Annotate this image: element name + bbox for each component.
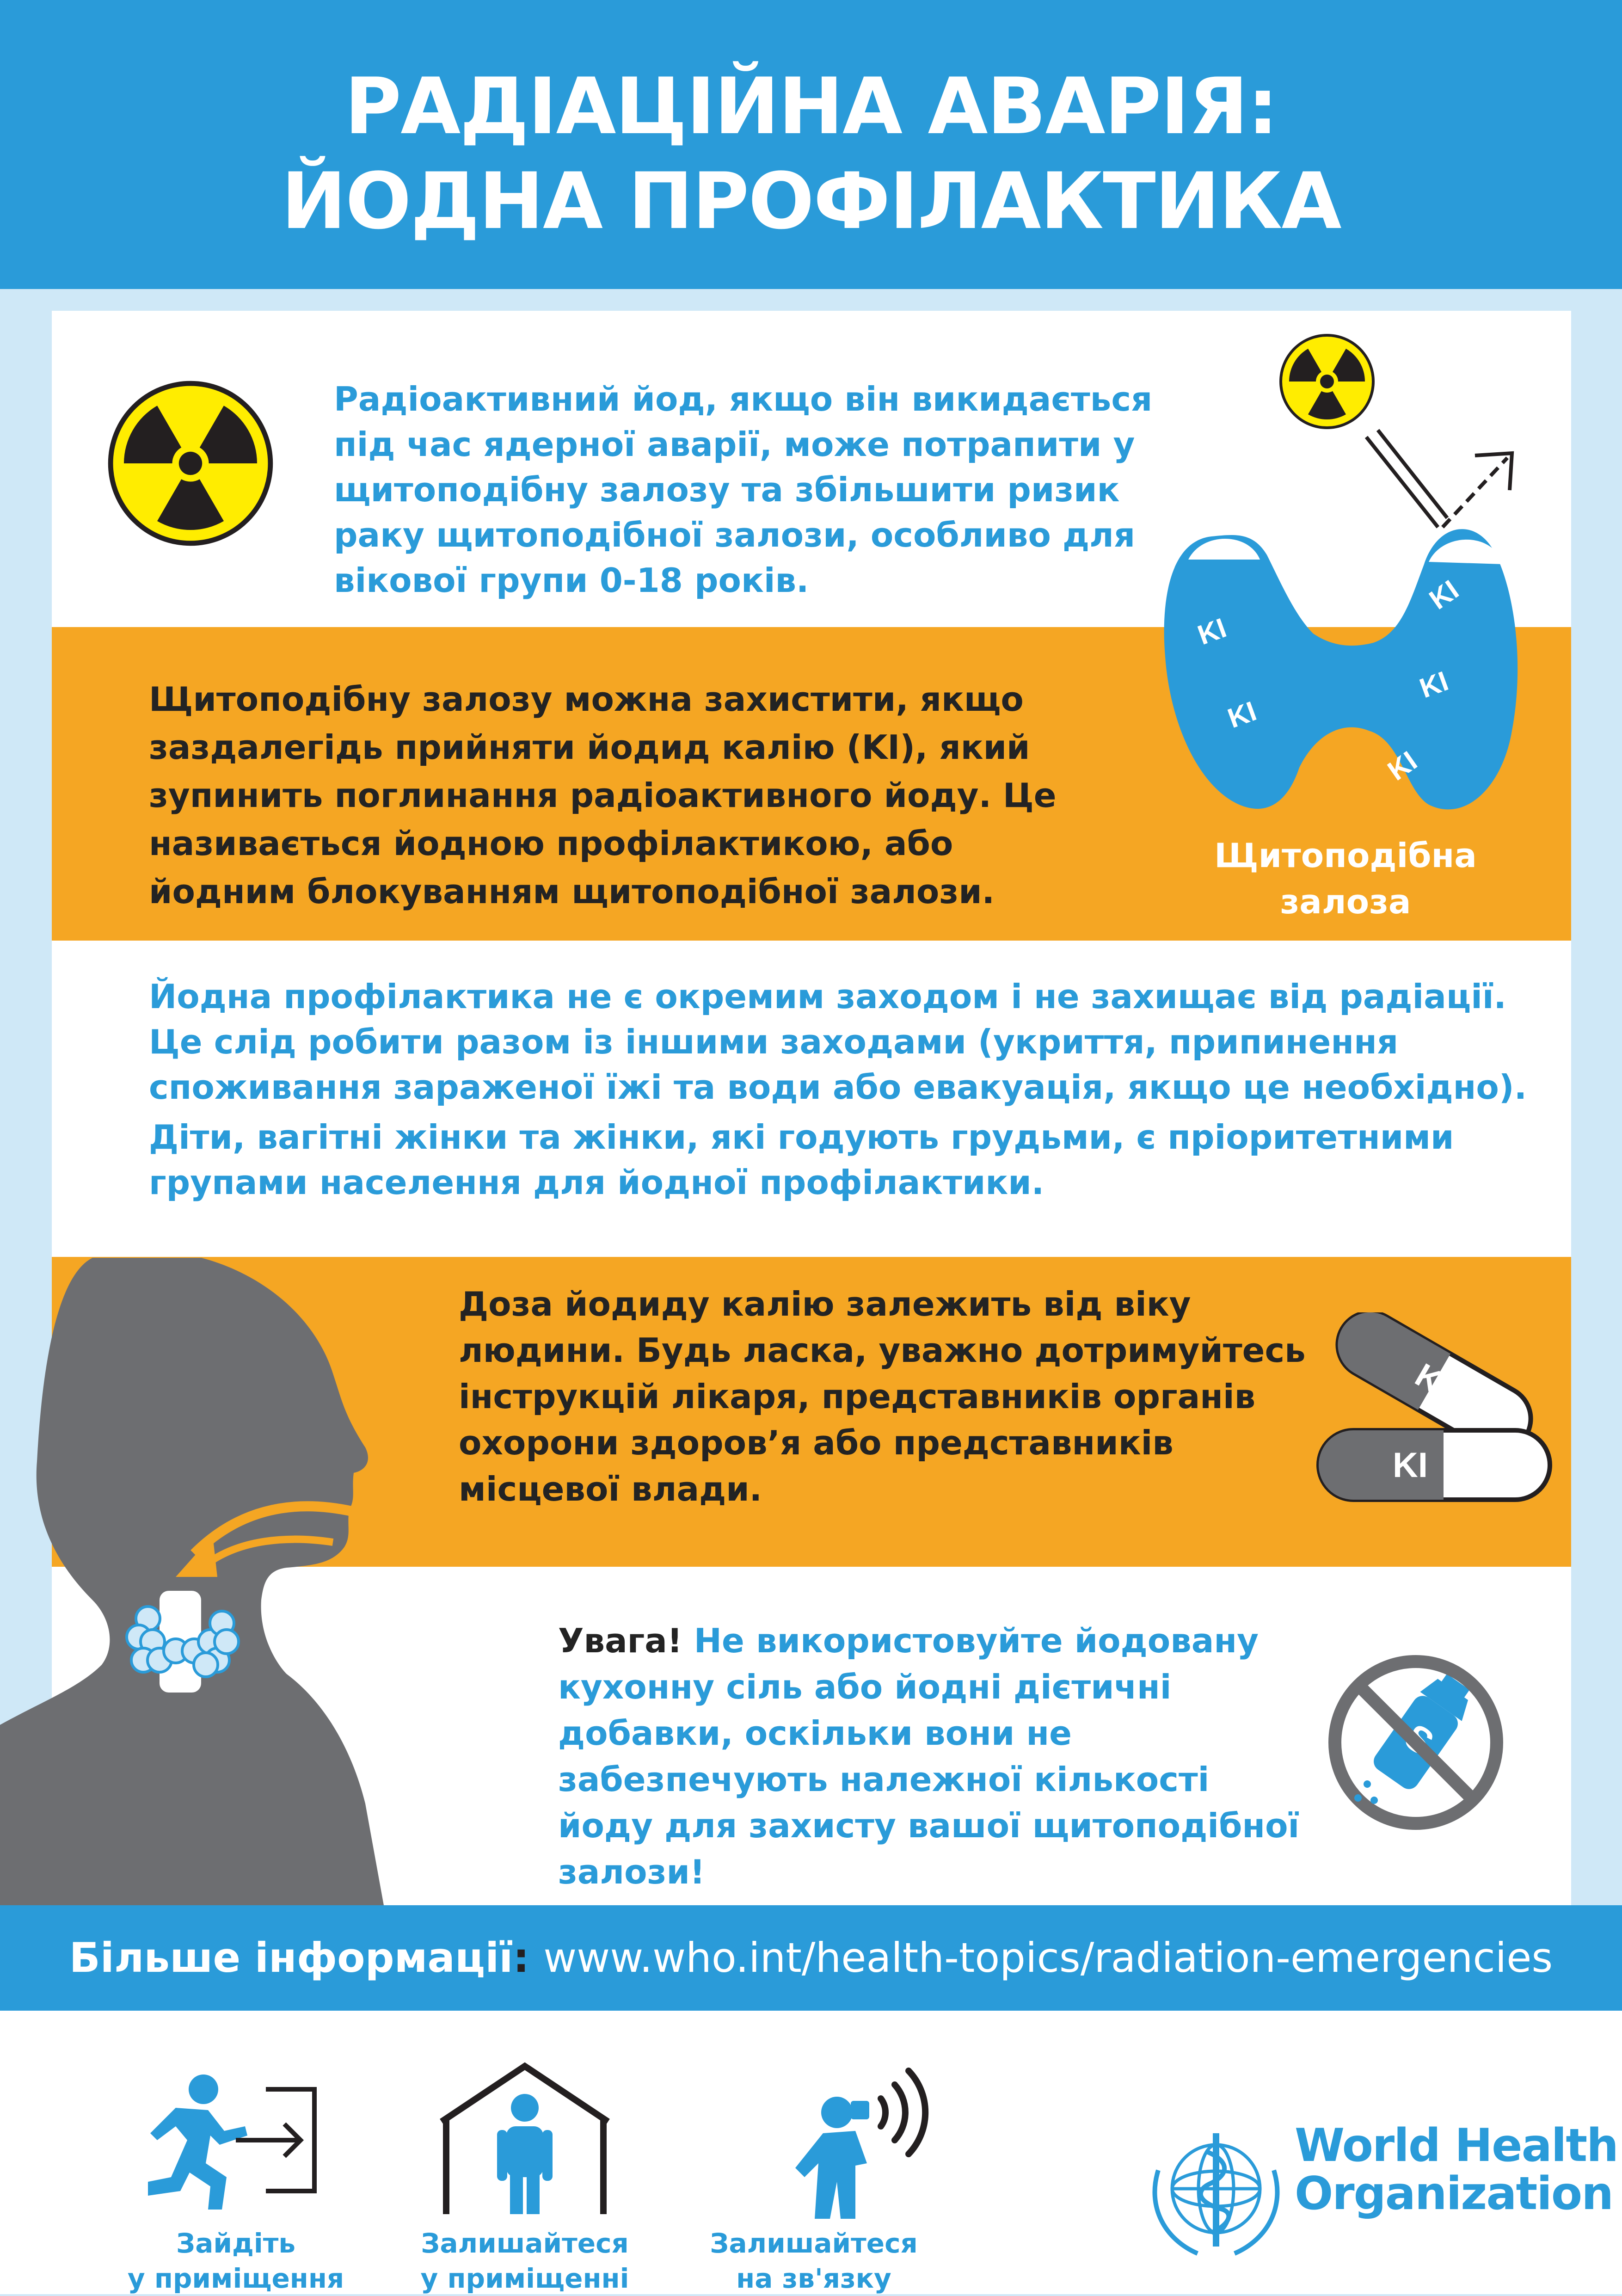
warning-line: забезпечують належної кількості — [558, 1760, 1210, 1799]
info-line: Йодна профілактика не є окремим заходом і не захищає від радіації. — [149, 977, 1506, 1016]
action-enter-line1: Зайдіть — [176, 2228, 295, 2259]
more-info-colon: : — [513, 1934, 529, 1982]
protection-line: йодним блокуванням щитоподібної залози. — [149, 872, 995, 911]
who-name-line2: Organization — [1295, 2167, 1613, 2220]
info-section — [52, 941, 1571, 1257]
page-title-line2: ЙОДНА ПРОФІЛАКТИКА — [281, 156, 1341, 246]
who-emblem-icon — [1147, 2119, 1285, 2258]
warning-line: кухонну сіль або йодні дієтичні — [558, 1668, 1172, 1706]
more-info-link[interactable]: www.who.int/health-topics/radiation-emergencies — [543, 1934, 1553, 1982]
page-header — [0, 0, 1622, 289]
dose-line: інструкцій лікаря, представників органів — [459, 1377, 1256, 1416]
info-line: Діти, вагітні жінки та жінки, які годують грудьми, є пріоритетними — [149, 1118, 1454, 1157]
intro-line: раку щитоподібної залози, особливо для — [334, 516, 1136, 554]
dose-line: місцевої влади. — [459, 1470, 762, 1508]
intro-line: вікової групи 0-18 років. — [334, 561, 809, 600]
action-stay-inside-line1: Залишайтеся — [421, 2228, 629, 2259]
thyroid-illustration — [1142, 324, 1549, 832]
more-info-label: Більше інформації — [69, 1934, 513, 1982]
action-stay-inside — [405, 2226, 645, 2296]
protection-line: зупинить поглинання радіоактивного йоду. Це — [149, 776, 1057, 815]
intro-text — [334, 376, 1212, 603]
stay-inside-icon — [432, 2057, 617, 2219]
more-info-bar — [0, 1905, 1622, 2011]
dose-line: людини. Будь ласка, уважно дотримуйтесь — [459, 1331, 1306, 1370]
protection-line: заздалегідь прийняти йодид калію (KI), який — [149, 728, 1030, 767]
who-name — [1295, 2119, 1618, 2220]
protection-text — [149, 675, 1189, 916]
who-name-line1: World Health — [1295, 2119, 1618, 2172]
ki-label: KI — [1193, 612, 1230, 651]
action-enter — [116, 2226, 356, 2296]
thyroid-label-line2: залоза — [1280, 882, 1411, 921]
info-text — [149, 974, 1536, 1205]
warning-line — [558, 1618, 1344, 1664]
small-radiation-icon — [1280, 335, 1373, 431]
protection-line: Щитоподібну залозу можна захистити, якщо — [149, 680, 1024, 719]
thyroid-label — [1174, 832, 1517, 925]
radiation-icon — [107, 380, 274, 547]
ki-label: KI — [1223, 695, 1260, 734]
action-stay-tuned — [694, 2226, 934, 2296]
info-line: споживання зараженої їжі та води або евакуація, якщо це необхідно). — [149, 1068, 1527, 1107]
action-stay-tuned-line1: Залишайтеся — [710, 2228, 918, 2259]
warning-line-rest: Не використовуйте йодовану — [694, 1621, 1259, 1660]
protection-line: називається йодною профілактикою, або — [149, 824, 953, 863]
intro-line: під час ядерної аварії, може потрапити у — [334, 425, 1135, 464]
ki-label: KI — [1415, 665, 1452, 704]
ki-label: KI — [1424, 574, 1464, 616]
person-silhouette-illustration — [0, 1258, 532, 1905]
blocked-arrow-icon — [1366, 430, 1512, 527]
pill-ki-label: KI — [1393, 1446, 1428, 1485]
warning-line: добавки, оскільки вони не — [558, 1714, 1072, 1753]
dose-text — [459, 1281, 1337, 1512]
stay-tuned-icon — [786, 2048, 943, 2219]
info-line: групами населення для йодної профілактики. — [149, 1163, 1044, 1202]
action-stay-tuned-line2: на зв'язку — [736, 2263, 891, 2294]
warning-line: залози! — [558, 1853, 705, 1891]
intro-line: щитоподібну залозу та збільшити ризик — [334, 470, 1120, 509]
ki-label: KI — [1382, 745, 1423, 787]
enter-building-icon — [125, 2071, 338, 2210]
actions-footer — [0, 2011, 1622, 2294]
action-enter-line2: у приміщення — [127, 2263, 344, 2294]
warning-text — [558, 1618, 1344, 1895]
pill-ki-label: KI — [1409, 1356, 1456, 1405]
info-line: Це слід робити разом із іншими заходами (укриття, припинення — [149, 1022, 1399, 1061]
intro-line: Радіоактивний йод, якщо він викидається — [334, 380, 1153, 419]
dose-line: Доза йодиду калію залежить від віку — [459, 1285, 1191, 1323]
warning-word: Увага! — [558, 1621, 682, 1660]
warning-line: йоду для захисту вашої щитоподібної — [558, 1806, 1300, 1845]
no-iodized-salt-icon — [1323, 1650, 1508, 1835]
action-stay-inside-line2: у приміщенні — [420, 2263, 629, 2294]
pills-icon — [1300, 1312, 1559, 1511]
dose-line: охорони здоров’я або представників — [459, 1423, 1173, 1462]
thyroid-label-line1: Щитоподібна — [1214, 836, 1477, 875]
page-title-line1: РАДІАЦІЙНА АВАРІЯ: — [344, 61, 1278, 152]
